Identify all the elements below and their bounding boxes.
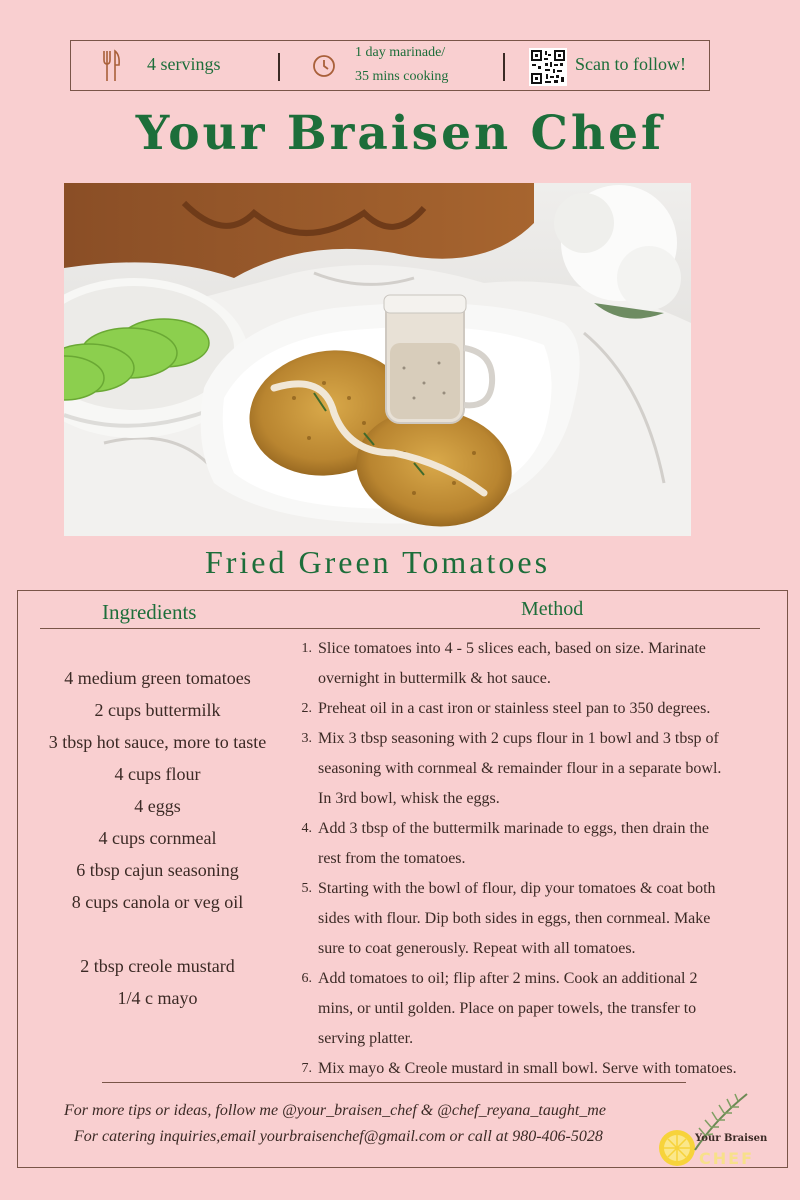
- footer-follow-line: For more tips or ideas, follow me @your_braisen_chef & @chef_reyana_taught_me: [64, 1102, 606, 1119]
- method-steps: [300, 634, 792, 1084]
- logo-text-bottom: CHEF: [699, 1149, 754, 1168]
- dish-title: Fried Green Tomatoes: [204, 544, 551, 580]
- step-text: Add 3 tbsp of the buttermilk marinade to eggs, then drain the rest from the tomatoes.: [318, 820, 710, 867]
- lemon-rosemary-logo-icon: [655, 1090, 785, 1170]
- step-number: 4.: [301, 821, 312, 836]
- step-text: Starting with the bowl of flour, dip your tomatoes & coat both sides with flour. Dip both sides in eggs, then cornmeal. Make sure to coat generously. Repeat with all tomatoes.: [318, 880, 716, 957]
- fried-green-tomatoes-photo-icon: [64, 183, 691, 536]
- step-text: Mix mayo & Creole mustard in small bowl. Serve with tomatoes.: [318, 1060, 737, 1077]
- logo-text-top: Your Braisen: [695, 1133, 768, 1144]
- recipe-info-bar: [70, 40, 710, 91]
- step-number: 3.: [301, 731, 312, 746]
- step-number: 2.: [301, 701, 312, 716]
- clock-icon: [312, 54, 336, 78]
- step-text: Preheat oil in a cast iron or stainless steel pan to 350 degrees.: [318, 700, 711, 717]
- ingredient-item: 2 cups buttermilk: [94, 700, 221, 720]
- ingredient-item: 6 tbsp cajun seasoning: [76, 860, 239, 880]
- ingredient-item: 4 medium green tomatoes: [64, 668, 251, 688]
- scan-to-follow-text: Scan to follow!: [575, 54, 686, 74]
- step-number: 5.: [301, 881, 312, 896]
- dish-photo: [64, 183, 691, 536]
- ingredient-spacer: [20, 920, 295, 952]
- divider: [503, 53, 505, 81]
- footer-rule: [102, 1082, 686, 1083]
- method-heading: Method: [521, 598, 584, 620]
- ingredients-list: [20, 664, 295, 1016]
- brand-title: Your Braisen Chef: [135, 106, 665, 161]
- ingredients-heading: Ingredients: [102, 600, 197, 624]
- qr-code-icon[interactable]: [529, 48, 567, 86]
- step-number: 7.: [301, 1061, 312, 1076]
- ingredient-item: 3 tbsp hot sauce, more to taste: [48, 732, 267, 752]
- footer-contact-line: For catering inquiries,email yourbraisenchef@gmail.com or call at 980-406-5028: [74, 1128, 603, 1145]
- step-text: Slice tomatoes into 4 - 5 slices each, based on size. Marinate overnight in buttermilk & hot sauce.: [318, 640, 706, 687]
- fork-knife-icon: [101, 49, 121, 83]
- method-step: [300, 874, 792, 964]
- ingredient-item: 4 cups cornmeal: [98, 828, 217, 848]
- step-number: 1.: [301, 641, 312, 656]
- time-line-2: 35 mins cooking: [355, 69, 449, 84]
- method-step: [300, 694, 792, 724]
- servings-text: 4 servings: [147, 54, 221, 74]
- brand-logo: [655, 1090, 785, 1170]
- heading-rule: [40, 628, 760, 629]
- time-text: [355, 41, 448, 89]
- method-step: [300, 1054, 792, 1084]
- ingredient-item: 4 eggs: [134, 796, 181, 816]
- step-text: Mix 3 tbsp seasoning with 2 cups flour in 1 bowl and 3 tbsp of seasoning with cornmeal & remainder flour in a separate bowl. In 3rd bowl, whisk the eggs.: [318, 730, 722, 807]
- footer: [0, 1098, 700, 1150]
- ingredient-item: 2 tbsp creole mustard: [80, 956, 235, 976]
- ingredient-item: 8 cups canola or veg oil: [71, 892, 244, 912]
- step-number: 6.: [301, 971, 312, 986]
- method-step: [300, 814, 792, 874]
- method-step: [300, 964, 792, 1054]
- method-step: [300, 724, 792, 814]
- divider: [278, 53, 280, 81]
- time-line-1: 1 day marinade/: [355, 45, 446, 60]
- method-step: [300, 634, 792, 694]
- step-text: Add tomatoes to oil; flip after 2 mins. Cook an additional 2 mins, or until golden. Place on paper towels, the transfer to serving platter.: [318, 970, 698, 1047]
- ingredient-item: 1/4 c mayo: [117, 988, 198, 1008]
- ingredient-item: 4 cups flour: [114, 764, 201, 784]
